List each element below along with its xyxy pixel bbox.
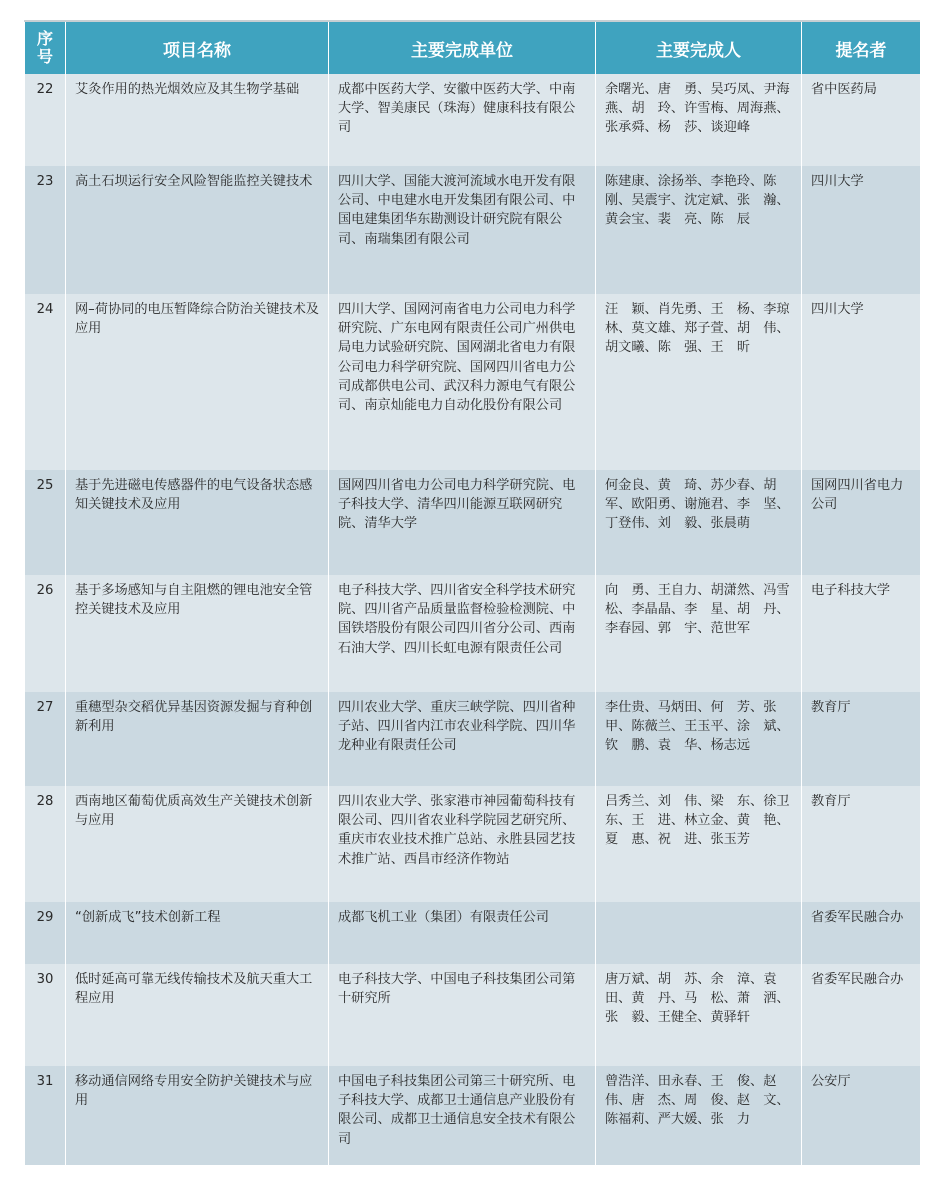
cell-serial-number-text: 25 <box>36 478 54 493</box>
cell-project-name-text: 网–荷协同的电压暂降综合防治关键技术及应用 <box>75 302 319 337</box>
cell-completing-units-text: 国网四川省电力公司电力科学研究院、电子科技大学、清华四川能源互联网研究院、清华大学 <box>338 478 576 532</box>
table-row <box>25 786 921 902</box>
cell-nominator-text: 四川大学 <box>811 174 864 189</box>
table-row <box>25 470 921 575</box>
cell-serial-number <box>25 692 66 786</box>
cell-nominator <box>802 294 921 470</box>
cell-project-name-text: 高土石坝运行安全风险智能监控关键技术 <box>75 174 313 189</box>
cell-project-name <box>66 902 329 964</box>
cell-completing-persons <box>596 74 802 166</box>
header-project-name: 项目名称 <box>66 22 329 74</box>
table-row <box>25 902 921 964</box>
cell-project-name-text: 低时延高可靠无线传输技术及航天重大工程应用 <box>75 972 313 1007</box>
cell-completing-units <box>329 786 596 902</box>
cell-completing-persons-text: 唐万斌、胡 苏、余 漳、袁 田、黄 丹、马 松、萧 洒、张 毅、王健全、黄驿轩 <box>605 972 790 1026</box>
cell-serial-number-text: 28 <box>36 794 54 809</box>
cell-completing-units <box>329 964 596 1066</box>
cell-project-name <box>66 692 329 786</box>
cell-completing-persons-text: 陈建康、涂扬举、李艳玲、陈 刚、吴震宇、沈定斌、张 瀚、黄会宝、裴 亮、陈 辰 <box>605 174 790 228</box>
cell-nominator-text: 省中医药局 <box>811 82 877 97</box>
cell-completing-persons-text: 余曙光、唐 勇、吴巧凤、尹海燕、胡 玲、许雪梅、周海燕、张承舜、杨 莎、谈迎峰 <box>605 82 790 136</box>
cell-completing-units-text: 电子科技大学、中国电子科技集团公司第十研究所 <box>338 972 576 1007</box>
cell-project-name-text: 艾灸作用的热光烟效应及其生物学基础 <box>75 82 300 97</box>
cell-completing-persons-text: 李仕贵、马炳田、何 芳、张 甲、陈薇兰、王玉平、涂 斌、钦 鹏、袁 华、杨志远 <box>605 700 790 754</box>
table-row <box>25 1066 921 1165</box>
cell-serial-number <box>25 964 66 1066</box>
cell-nominator <box>802 470 921 575</box>
cell-serial-number <box>25 294 66 470</box>
cell-serial-number-text: 27 <box>36 700 54 715</box>
cell-completing-persons-text: 吕秀兰、刘 伟、梁 东、徐卫东、王 进、林立金、黄 艳、夏 惠、祝 进、张玉芳 <box>605 794 790 848</box>
cell-completing-units-text: 中国电子科技集团公司第三十研究所、电子科技大学、成都卫士通信息产业股份有限公司、成都卫士通信息安全技术有限公司 <box>338 1074 576 1147</box>
cell-completing-persons <box>596 575 802 692</box>
header-completing-persons: 主要完成人 <box>596 22 802 74</box>
table-header-row <box>25 22 921 74</box>
cell-project-name-text: 重穗型杂交稻优异基因资源发掘与育种创新利用 <box>75 700 313 735</box>
cell-serial-number <box>25 470 66 575</box>
awards-table-container <box>24 20 920 1165</box>
cell-completing-persons-text: 曾浩洋、田永春、王 俊、赵 伟、唐 杰、周 俊、赵 文、陈福莉、严大媛、张 力 <box>605 1074 790 1128</box>
table-row <box>25 294 921 470</box>
cell-project-name-text: 西南地区葡萄优质高效生产关键技术创新与应用 <box>75 794 313 829</box>
header-serial-number-char: 号 <box>36 47 53 66</box>
cell-serial-number <box>25 1066 66 1165</box>
cell-completing-persons <box>596 166 802 294</box>
cell-nominator <box>802 902 921 964</box>
cell-nominator-text: 教育厅 <box>811 700 851 715</box>
cell-nominator-text: 国网四川省电力公司 <box>811 478 904 513</box>
cell-completing-persons <box>596 692 802 786</box>
cell-completing-units <box>329 470 596 575</box>
cell-project-name-text: 基于先进磁电传感器件的电气设备状态感知关键技术及应用 <box>75 478 313 513</box>
header-serial-number <box>25 22 66 74</box>
cell-completing-units <box>329 575 596 692</box>
cell-completing-units-text: 四川大学、国能大渡河流域水电开发有限公司、中电建水电开发集团有限公司、中国电建集团华东勘测设计研究院有限公司、南瑞集团有限公司 <box>338 174 576 247</box>
cell-completing-persons <box>596 902 802 964</box>
cell-completing-units-text: 四川农业大学、张家港市神园葡萄科技有限公司、四川省农业科学院园艺研究所、重庆市农业技术推广总站、永胜县园艺技术推广站、西昌市经济作物站 <box>338 794 576 867</box>
cell-project-name-text: 移动通信网络专用安全防护关键技术与应用 <box>75 1074 313 1109</box>
table-row <box>25 692 921 786</box>
cell-nominator-text: 四川大学 <box>811 302 864 317</box>
cell-project-name-text: 基于多场感知与自主阻燃的锂电池安全管控关键技术及应用 <box>75 583 313 618</box>
cell-completing-persons-text: 汪 颖、肖先勇、王 杨、李琼林、莫文雄、郑子萱、胡 伟、胡文曦、陈 强、王 昕 <box>605 302 790 356</box>
cell-nominator-text: 教育厅 <box>811 794 851 809</box>
cell-project-name <box>66 1066 329 1165</box>
cell-serial-number <box>25 575 66 692</box>
cell-completing-units <box>329 1066 596 1165</box>
cell-nominator <box>802 74 921 166</box>
header-nominator: 提名者 <box>802 22 921 74</box>
cell-serial-number <box>25 166 66 294</box>
table-row <box>25 964 921 1066</box>
cell-serial-number-text: 29 <box>36 910 54 925</box>
cell-project-name <box>66 166 329 294</box>
cell-completing-units <box>329 902 596 964</box>
table-row <box>25 575 921 692</box>
cell-completing-persons <box>596 294 802 470</box>
cell-nominator-text: 省委军民融合办 <box>811 910 904 925</box>
cell-completing-persons-text: 向 勇、王自力、胡潇然、冯雪松、李晶晶、李 星、胡 丹、李春园、郭 宇、范世军 <box>605 583 790 637</box>
cell-completing-units-text: 四川大学、国网河南省电力公司电力科学研究院、广东电网有限责任公司广州供电局电力试验研究院、国网湖北省电力有限公司电力科学研究院、国网四川省电力公司成都供电公司、武汉科力源电气有限公司、南京灿能电力自动化股份有限公司 <box>338 302 576 414</box>
cell-nominator <box>802 575 921 692</box>
cell-serial-number-text: 26 <box>36 583 54 598</box>
cell-completing-persons <box>596 470 802 575</box>
cell-serial-number-text: 22 <box>36 82 54 97</box>
cell-serial-number-text: 30 <box>36 972 54 987</box>
cell-completing-persons <box>596 964 802 1066</box>
cell-completing-persons-text: 何金良、黄 琦、苏少春、胡 军、欧阳勇、谢施君、李 坚、丁登伟、刘 毅、张晨萌 <box>605 478 790 532</box>
cell-completing-units-text: 成都中医药大学、安徽中医药大学、中南大学、智美康民（珠海）健康科技有限公司 <box>338 82 576 136</box>
cell-nominator <box>802 786 921 902</box>
cell-completing-units-text: 成都飞机工业（集团）有限责任公司 <box>338 910 549 925</box>
table-body <box>25 74 921 1165</box>
cell-nominator-text: 省委军民融合办 <box>811 972 904 987</box>
cell-project-name <box>66 294 329 470</box>
awards-table <box>24 22 921 1165</box>
cell-serial-number-text: 23 <box>36 174 54 189</box>
cell-completing-units <box>329 294 596 470</box>
header-serial-number-char: 序 <box>36 29 53 48</box>
cell-serial-number <box>25 74 66 166</box>
cell-completing-units-text: 电子科技大学、四川省安全科学技术研究院、四川省产品质量监督检验检测院、中国铁塔股份有限公司四川省分公司、西南石油大学、四川长虹电源有限责任公司 <box>338 583 576 656</box>
cell-project-name <box>66 575 329 692</box>
cell-nominator <box>802 692 921 786</box>
cell-project-name <box>66 470 329 575</box>
header-serial-number-text <box>25 30 65 66</box>
cell-serial-number <box>25 902 66 964</box>
cell-completing-units <box>329 692 596 786</box>
table-row <box>25 166 921 294</box>
table-row <box>25 74 921 166</box>
cell-project-name <box>66 964 329 1066</box>
cell-nominator <box>802 166 921 294</box>
cell-serial-number <box>25 786 66 902</box>
cell-nominator <box>802 964 921 1066</box>
cell-completing-persons <box>596 1066 802 1165</box>
cell-completing-units <box>329 166 596 294</box>
cell-project-name <box>66 74 329 166</box>
cell-nominator-text: 电子科技大学 <box>811 583 891 598</box>
cell-serial-number-text: 31 <box>36 1074 54 1089</box>
cell-nominator-text: 公安厅 <box>811 1074 851 1089</box>
cell-completing-units-text: 四川农业大学、重庆三峡学院、四川省种子站、四川省内江市农业科学院、四川华龙种业有限责任公司 <box>338 700 576 754</box>
cell-project-name <box>66 786 329 902</box>
cell-nominator <box>802 1066 921 1165</box>
cell-serial-number-text: 24 <box>36 302 54 317</box>
cell-completing-units <box>329 74 596 166</box>
header-completing-units: 主要完成单位 <box>329 22 596 74</box>
cell-completing-persons <box>596 786 802 902</box>
cell-project-name-text: “创新成飞”技术创新工程 <box>75 910 221 925</box>
